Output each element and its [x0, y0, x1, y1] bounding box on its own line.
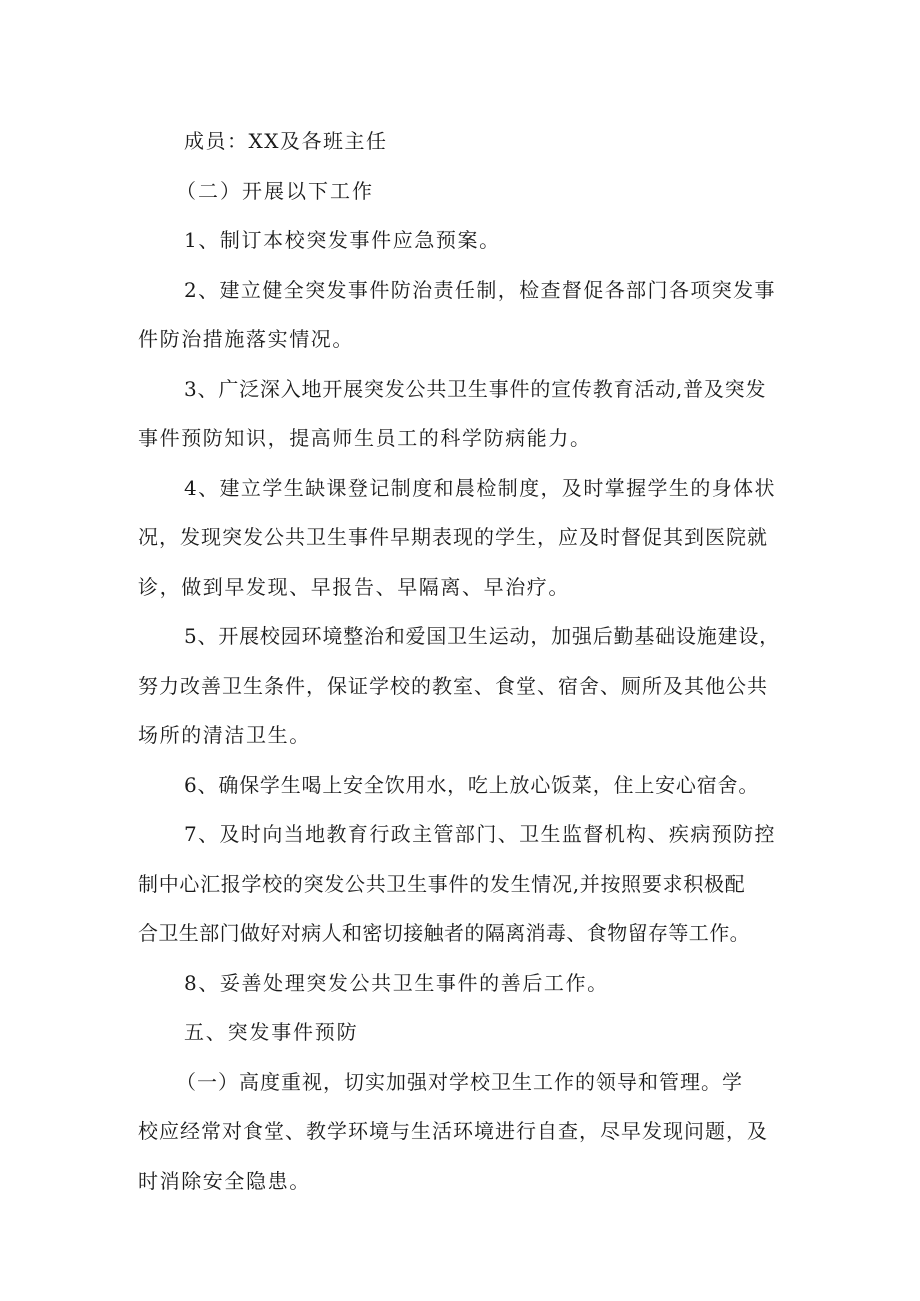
prevention-paragraph-line-2: 校应经常对食堂、教学环境与生活环境进行自查，尽早发现问题，及: [138, 1119, 768, 1143]
item-3-line-2: 事件预防知识，提高师生员工的科学防病能力。: [138, 426, 592, 450]
item-6-line: 6、确保学生喝上安全饮用水，吃上放心饭菜，住上安心宿舍。: [184, 773, 760, 797]
item-8-line: 8、妥善处理突发公共卫生事件的善后工作。: [184, 971, 609, 995]
item-5-line-2: 努力改善卫生条件，保证学校的教室、食堂、宿舍、厕所及其他公共: [138, 674, 768, 698]
prevention-paragraph-line-3: 时消除安全隐患。: [138, 1169, 311, 1193]
item-7-line-3: 合卫生部门做好对病人和密切接触者的隔离消毒、食物留存等工作。: [138, 921, 750, 945]
item-2-line-2: 件防治措施落实情况。: [138, 327, 354, 351]
item-3-line-1: 3、广泛深入地开展突发公共卫生事件的宣传教育活动,普及突发: [184, 377, 767, 401]
item-1-line: 1、制订本校突发事件应急预案。: [184, 228, 501, 252]
item-4-line-3: 诊，做到早发现、早报告、早隔离、早治疗。: [138, 575, 570, 599]
item-7-line-1: 7、及时向当地教育行政主管部门、卫生监督机构、疾病预防控: [184, 822, 776, 846]
item-5-line-3: 场所的清洁卫生。: [138, 723, 311, 747]
item-2-line-1: 2、建立健全突发事件防治责任制，检查督促各部门各项突发事: [184, 278, 776, 302]
section-heading-prevention: 五、突发事件预防: [184, 1020, 359, 1044]
item-4-line-1: 4、建立学生缺课登记制度和晨检制度，及时掌握学生的身体状: [184, 476, 776, 500]
prevention-paragraph-line-1: （一）高度重视，切实加强对学校卫生工作的领导和管理。学: [176, 1070, 743, 1094]
item-5-line-1: 5、开展校园环境整治和爱国卫生运动，加强后勤基础设施建设，: [184, 624, 780, 648]
members-line: 成员：XX及各班主任: [184, 129, 388, 153]
item-4-line-2: 况，发现突发公共卫生事件早期表现的学生，应及时督促其到医院就: [138, 525, 768, 549]
item-7-line-2: 制中心汇报学校的突发公共卫生事件的发生情况,并按照要求积极配: [138, 872, 746, 896]
subsection-heading: （二）开展以下工作: [176, 179, 374, 203]
